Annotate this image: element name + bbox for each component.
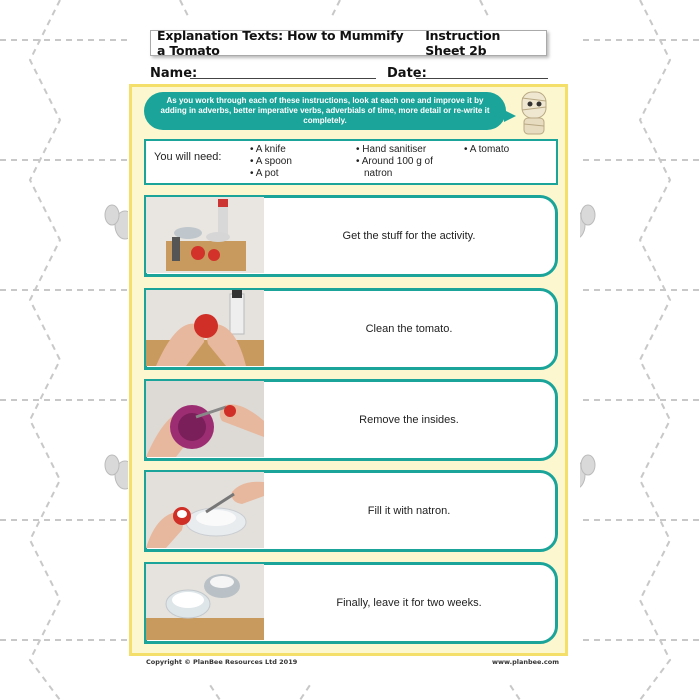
need-item: • A spoon [250,156,292,168]
needs-column-2 [356,144,433,180]
date-label: Date: [387,66,427,81]
need-item-continuation: natron [364,168,393,179]
step-5 [144,562,558,644]
you-will-need-label: You will need: [154,151,222,163]
date-field[interactable] [416,78,548,79]
step-3-photo [146,381,264,457]
need-item: • A knife [250,144,292,156]
need-item: • Around 100 g of [356,156,433,168]
step-3 [144,379,558,461]
needs-column-1 [250,144,292,180]
step-2 [144,288,558,370]
sheet-label: Instruction Sheet 2b [425,28,501,58]
step-2-photo [146,290,264,366]
name-field[interactable] [190,78,376,79]
instruction-bubble [144,92,506,130]
step-text[interactable]: Remove the insides. [359,414,459,426]
copyright-text: Copyright © PlanBee Resources Ltd 2019 [146,658,298,666]
mummy-mascot-icon [514,88,554,136]
step-1 [144,195,558,277]
instruction-text: As you work through each of these instructions, look at each one and improve it by adding in adverbs, better imperative verbs, adverbials of time, more detail or re-write it completely. [160,96,490,125]
need-item: • A pot [250,168,292,180]
page-title: Explanation Texts: How to Mummify a Tomato [157,28,404,58]
step-4-photo [146,472,264,548]
step-text[interactable]: Get the stuff for the activity. [342,230,476,242]
need-item: • A tomato [464,144,509,156]
step-5-photo [146,564,264,640]
need-item: • Hand sanitiser [356,144,433,156]
step-text[interactable]: Finally, leave it for two weeks. [336,597,482,609]
step-text[interactable]: Clean the tomato. [365,323,453,335]
needs-column-3 [464,144,509,156]
title-banner [150,30,547,56]
you-will-need-box [144,139,558,185]
website-link[interactable]: www.planbee.com [492,658,559,666]
step-4 [144,470,558,552]
step-1-photo [146,197,264,273]
name-label: Name: [150,66,198,81]
step-text[interactable]: Fill it with natron. [367,505,451,517]
